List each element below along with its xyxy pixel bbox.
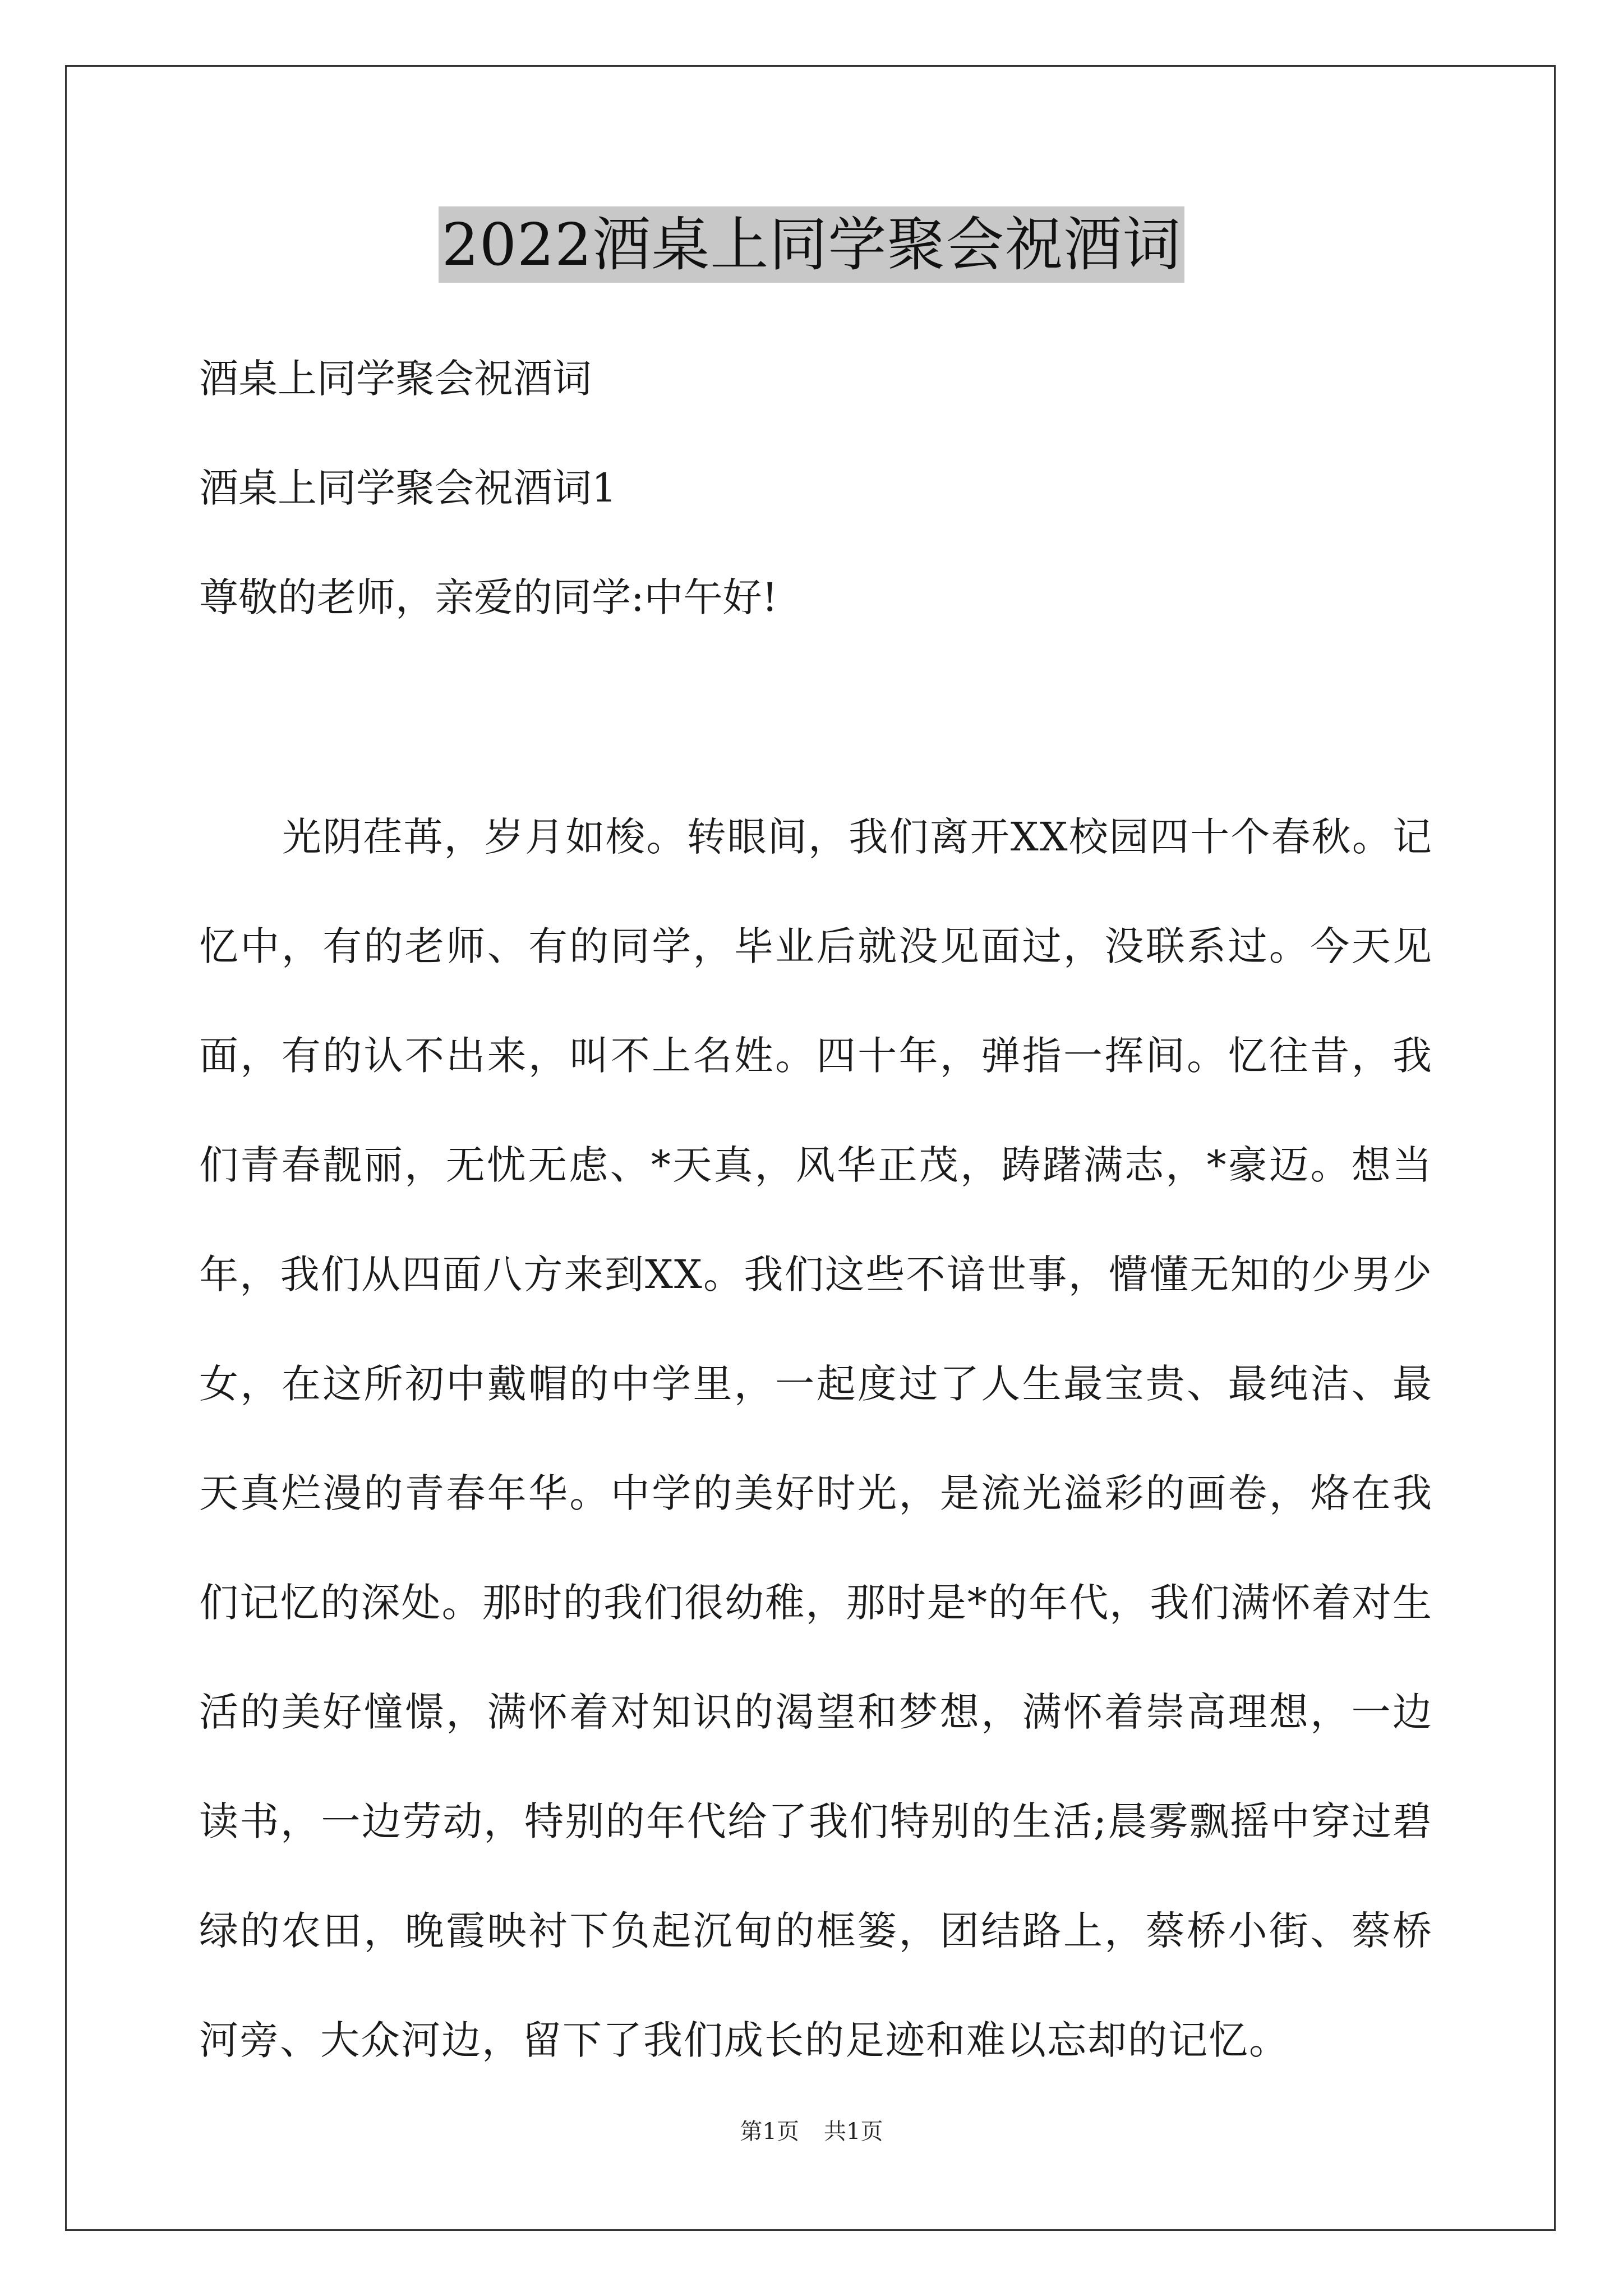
page-total: 共1页 [824, 2119, 883, 2145]
page-number: 第1页 [740, 2119, 799, 2145]
page-footer [0, 2118, 1623, 2146]
body-paragraph: 光阴荏苒，岁月如梭。转眼间，我们离开XX校园四十个春秋。记忆中，有的老师、有的同学，毕业后就没见面过，没联系过。今天见面，有的认不出来，叫不上名姓。四十年，弹指一挥间。忆往昔，我们青春靓丽，无忧无虑、*天真，风华正茂，踌躇满志，*豪迈。想当年，我们从四面八方来到XX。我们这些不谙世事，懵懂无知的少男少女，在这所初中戴帽的中学里，一起度过了人生最宝贵、最纯洁、最天真烂漫的青春年华。中学的美好时光，是流光溢彩的画卷，烙在我们记忆的深处。那时的我们很幼稚，那时是*的年代，我们满怀着对生活的美好憧憬，满怀着对知识的渴望和梦想，满怀着崇高理想，一边读书，一边劳动，特别的年代给了我们特别的生活;晨雾飘摇中穿过碧绿的农田，晚霞映衬下负起沉甸的框篓，团结路上，蔡桥小街、蔡桥河旁、大众河边，留下了我们成长的足迹和难以忘却的记忆。 [199, 814, 1433, 2063]
document-subtitle: 酒桌上同学聚会祝酒词 [199, 356, 592, 402]
section-heading: 酒桌上同学聚会祝酒词1 [199, 465, 617, 511]
body-text [199, 783, 1433, 2095]
greeting-line: 尊敬的老师，亲爱的同学:中午好! [199, 574, 778, 620]
document-title: 2022酒桌上同学聚会祝酒词 [439, 206, 1185, 283]
title-container [0, 206, 1623, 283]
